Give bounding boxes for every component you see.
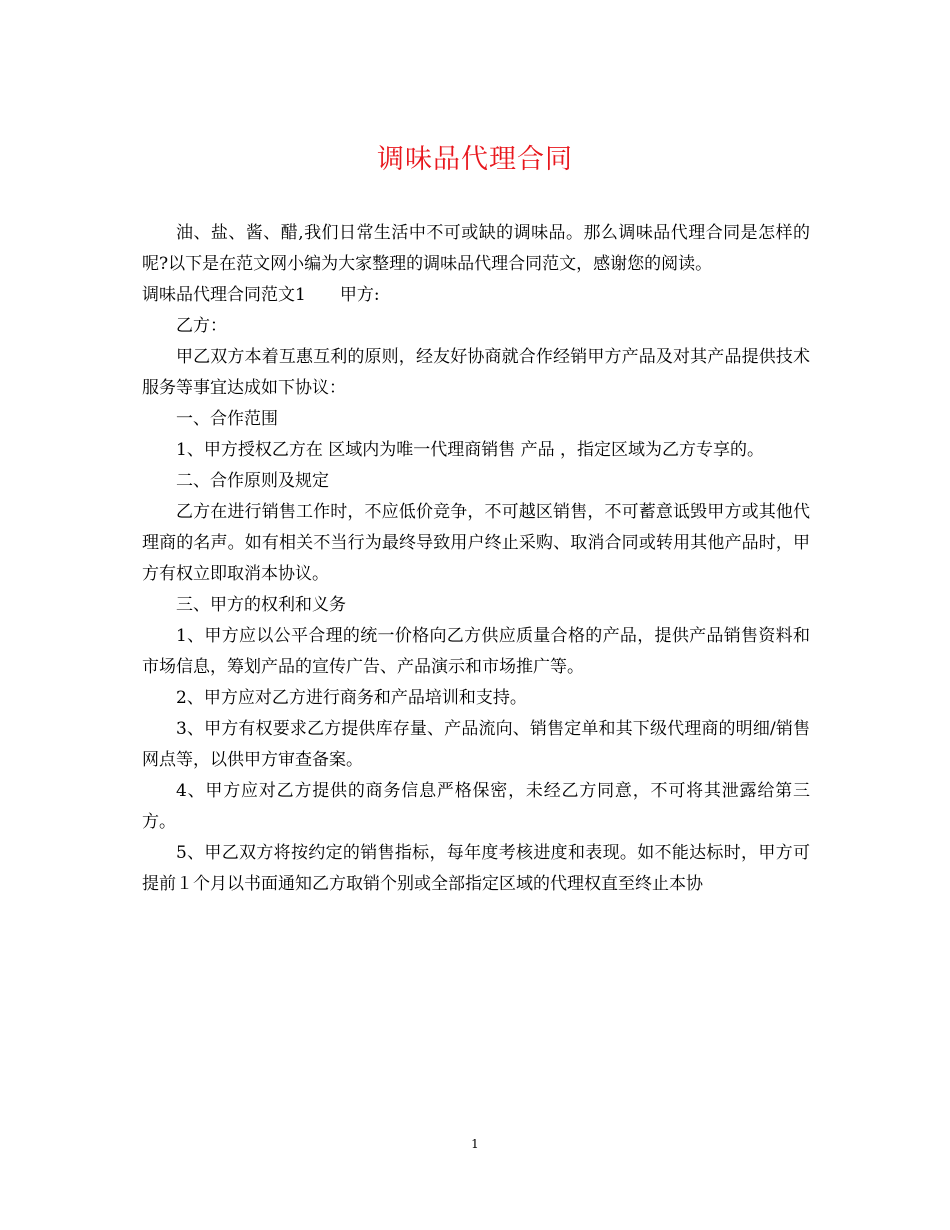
agreement-preamble: 甲乙双方本着互惠互利的原则，经友好协商就合作经销甲方产品及对其产品提供技术服务等事宜达成如下协议： [142,347,810,398]
sample-heading-party-a: 调味品代理合同范文1 甲方: [142,285,380,305]
clause-scope-1: 1、甲方授权乙方在 区域内为唯一代理商销售 产品 ，指定区域为乙方专享的。 [176,440,765,460]
clause-party-a-4: 4、甲方应对乙方提供的商务信息严格保密，未经乙方同意，不可将其泄露给第三方。 [142,781,810,832]
section-heading-party-a-rights: 三、甲方的权利和义务 [176,595,346,615]
document-title: 调味品代理合同 [377,144,573,175]
clause-party-a-1: 1、甲方应以公平合理的统一价格向乙方供应质量合格的产品，提供产品销售资料和市场信息，筹划产品的宣传广告、产品演示和市场推广等。 [142,626,810,677]
clause-party-a-2: 2、甲方应对乙方进行商务和产品培训和支持。 [176,688,527,708]
section-heading-scope: 一、合作范围 [176,409,278,429]
document-body [142,218,810,900]
section-heading-principles: 二、合作原则及规定 [176,471,329,491]
clause-principles: 乙方在进行销售工作时，不应低价竞争，不可越区销售，不可蓄意诋毁甲方或其他代理商的名声。如有相关不当行为最终导致用户终止采购、取消合同或转用其他产品时，甲方有权立即取消本协议。 [142,502,810,584]
party-b-line: 乙方： [176,316,227,336]
clause-party-a-3: 3、甲方有权要求乙方提供库存量、产品流向、销售定单和其下级代理商的明细/销售网点等，以供甲方审查备案。 [142,719,810,770]
intro-paragraph: 油、盐、酱、醋,我们日常生活中不可或缺的调味品。那么调味品代理合同是怎样的呢?以下是在范文网小编为大家整理的调味品代理合同范文，感谢您的阅读。 [142,223,810,274]
clause-party-a-5: 5、甲乙双方将按约定的销售指标，每年度考核进度和表现。如不能达标时，甲方可提前１个月以书面通知乙方取销个别或全部指定区域的代理权直至终止本协 [142,843,810,894]
page-number: 1 [471,1137,479,1151]
